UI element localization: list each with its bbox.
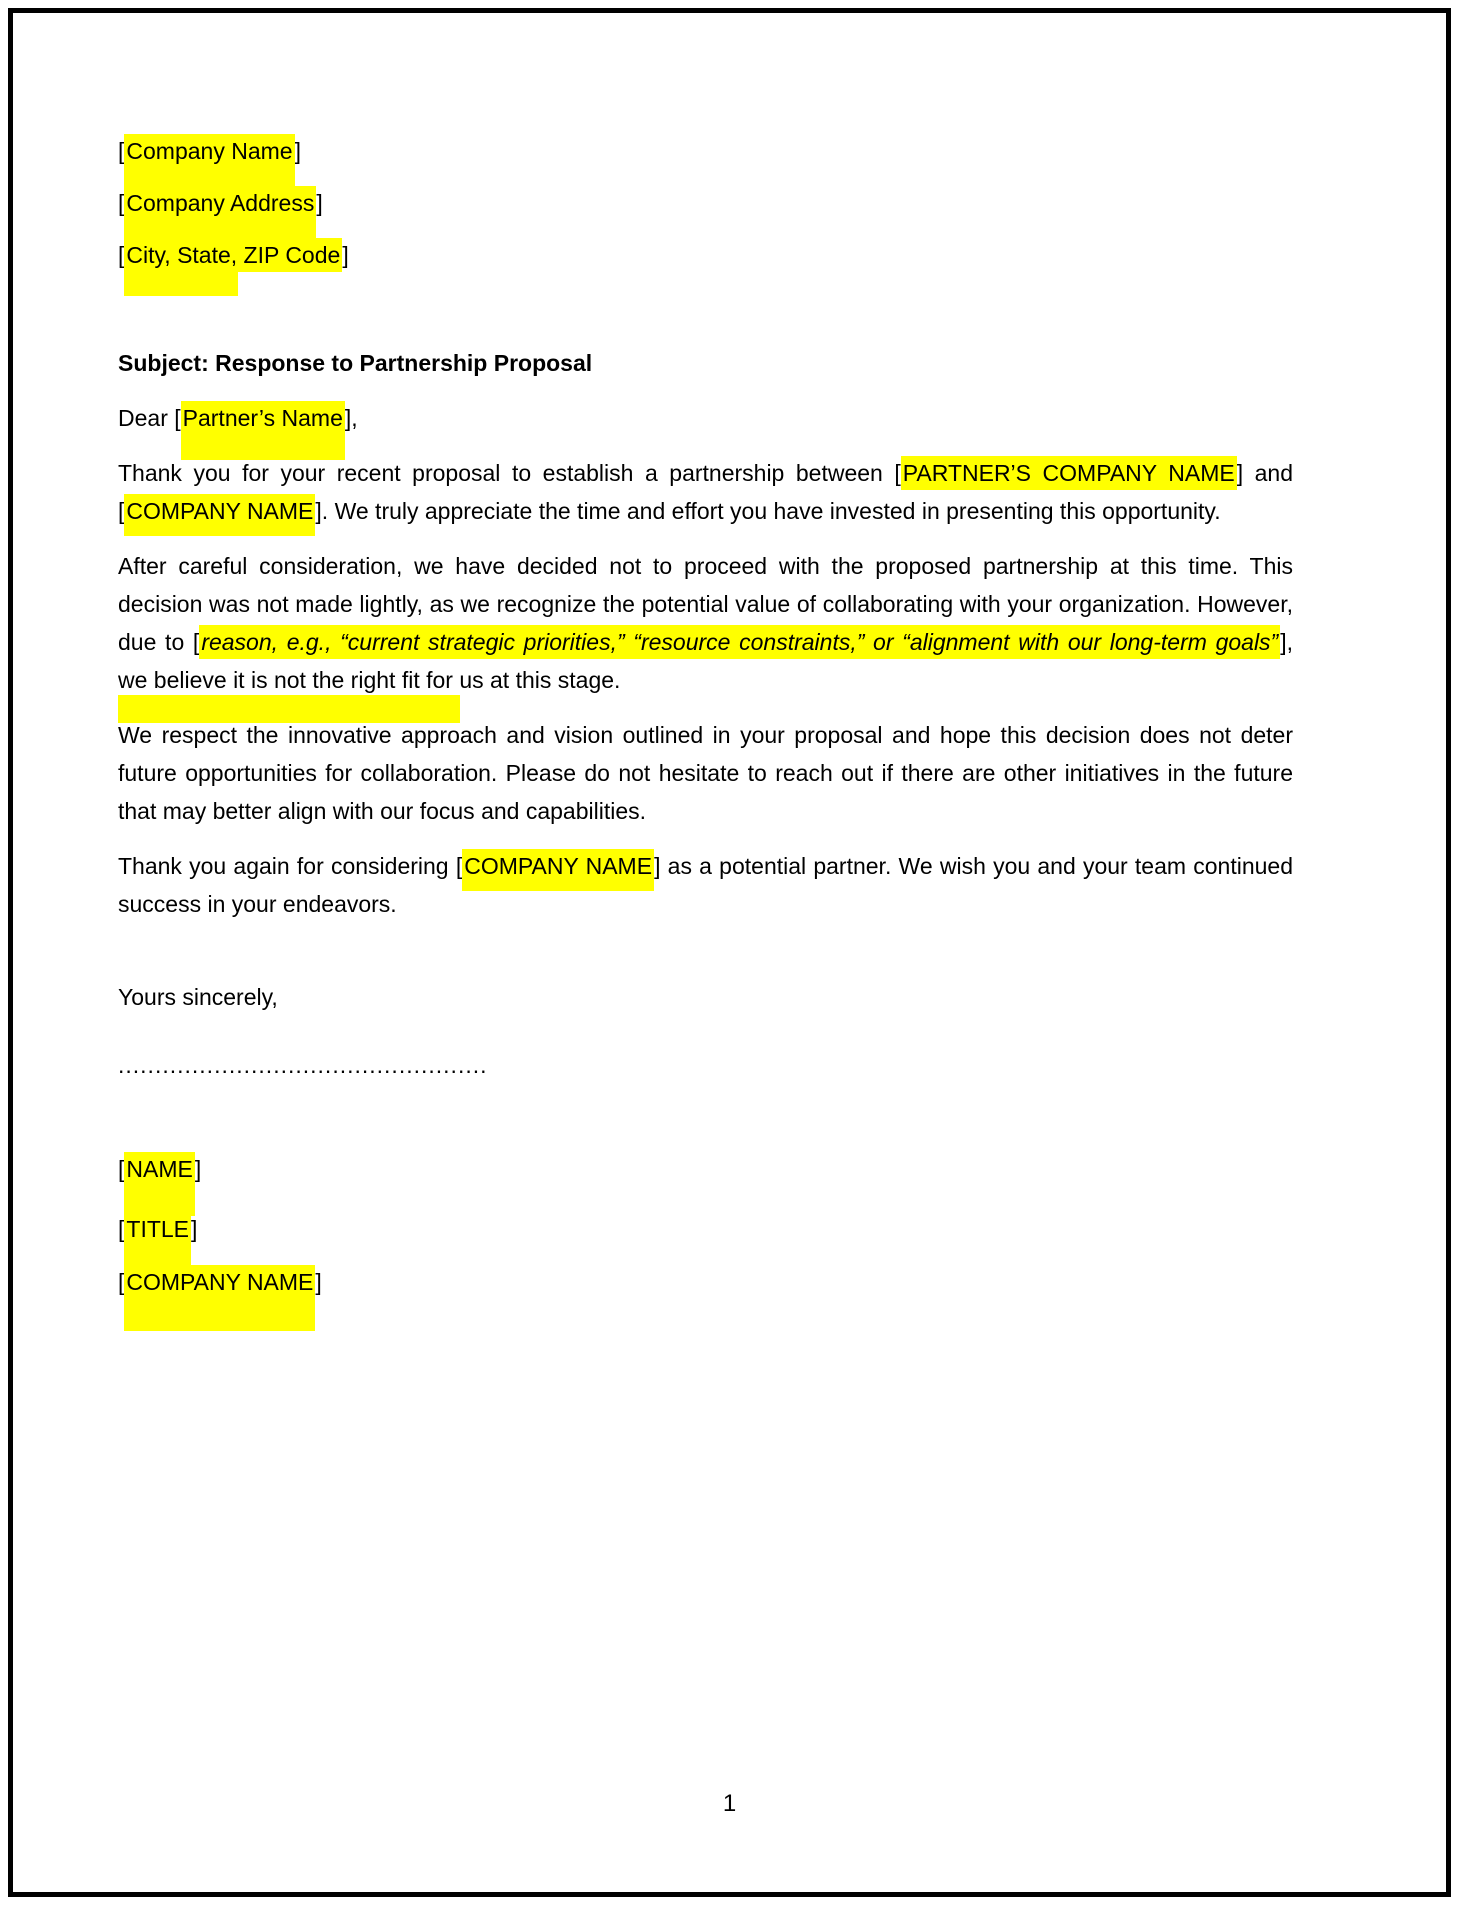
paragraph-thank-you	[118, 454, 1293, 530]
body-text: After careful consideration, we have decided not to proceed with the proposed partnership at this time. This decision was not made lightly, as we recognize the potential value of collaborating with your organization. However, due to [	[118, 553, 1293, 655]
signature-company-line	[118, 1263, 1293, 1301]
salutation-line	[118, 399, 1293, 437]
salutation-text: Dear [	[118, 405, 181, 431]
bracket: ]	[294, 138, 301, 164]
signature-name-line	[118, 1150, 1293, 1188]
company-address-placeholder: Company Address	[124, 186, 316, 220]
bracket: ]	[342, 242, 349, 268]
company-name-placeholder: COMPANY NAME	[462, 849, 654, 883]
body-text: ] and [	[118, 460, 1294, 524]
closing-line: Yours sincerely,	[118, 984, 278, 1010]
signature-title-line	[118, 1210, 1293, 1248]
paragraph-respect: We respect the innovative approach and vision outlined in your proposal and hope this decision does not deter future opportunities for collaboration. Please do not hesitate to reach out if there are other initiatives in the future that may better align with our focus and capabilities.	[118, 722, 1293, 824]
bracket: ],	[344, 405, 358, 431]
bracket: [	[118, 1216, 125, 1242]
company-name-line	[118, 132, 1293, 170]
name-placeholder: NAME	[124, 1152, 194, 1186]
paragraph-decision	[118, 547, 1293, 699]
bracket: [	[118, 190, 125, 216]
city-state-zip-placeholder: City, State, ZIP Code	[124, 238, 342, 272]
reason-placeholder: reason, e.g., “current strategic priorities,” “resource constraints,” or “alignment with our long-term goals”	[199, 625, 1280, 659]
bracket: ]	[194, 1156, 202, 1182]
city-state-zip-line	[118, 236, 1293, 274]
body-text: Thank you for your recent proposal to establish a partnership between [	[118, 460, 901, 486]
page-number: 1	[722, 1790, 737, 1817]
bracket: [	[118, 138, 125, 164]
company-name-placeholder: Company Name	[124, 134, 294, 168]
letter-body	[13, 13, 1446, 1301]
bracket: [	[118, 1156, 125, 1182]
company-name-placeholder: COMPANY NAME	[124, 1265, 315, 1299]
subject-line: Subject: Response to Partnership Proposal	[118, 350, 593, 376]
company-name-placeholder: COMPANY NAME	[124, 494, 315, 528]
bracket: ]	[315, 1269, 322, 1295]
body-text: ], we believe it is not the right fit for us at this stage.	[118, 629, 1293, 693]
partners-company-name-placeholder: PARTNER’S COMPANY NAME	[901, 456, 1237, 490]
body-text: ]. We truly appreciate the time and effort you have invested in presenting this opportunity.	[315, 498, 1221, 524]
bracket: ]	[316, 190, 323, 216]
partner-name-placeholder: Partner’s Name	[181, 401, 345, 435]
title-placeholder: TITLE	[124, 1212, 191, 1246]
company-address-line	[118, 184, 1293, 222]
bracket: [	[118, 1269, 125, 1295]
bracket: ]	[191, 1216, 198, 1242]
body-text: ] as a potential partner. We wish you and your team continued success in your endeavors.	[118, 853, 1294, 917]
signature-dotted-line: ..................................................	[118, 1052, 488, 1078]
page-border	[8, 8, 1451, 1897]
body-text: Thank you again for considering [	[118, 853, 463, 879]
bracket: [	[118, 242, 125, 268]
paragraph-thanks-again	[118, 847, 1293, 923]
